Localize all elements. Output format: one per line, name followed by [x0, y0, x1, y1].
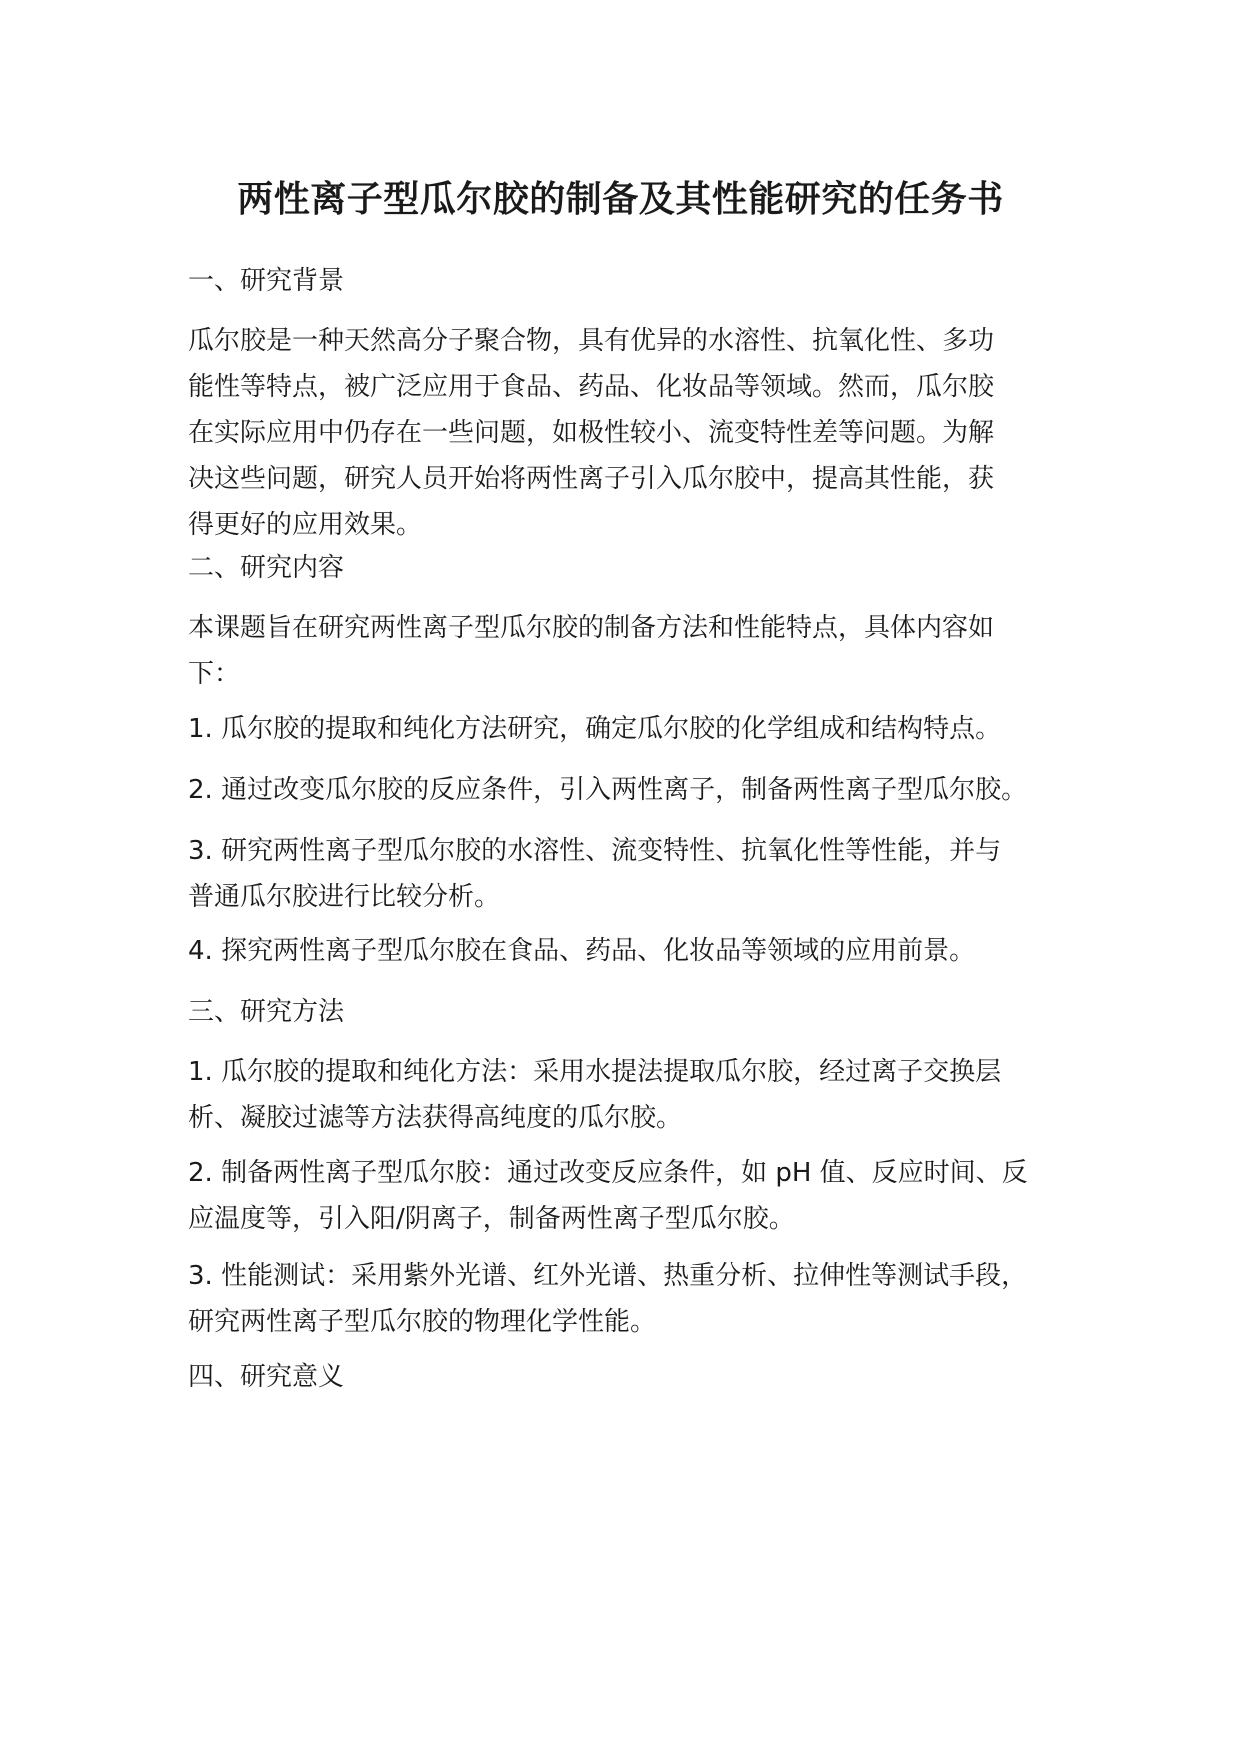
paragraph-line: 得更好的应用效果。 — [188, 510, 423, 540]
list-item-line: 1. 瓜尔胶的提取和纯化方法研究，确定瓜尔胶的化学组成和结构特点。 — [188, 714, 1002, 744]
list-item-line: 应温度等，引入阳/阴离子，制备两性离子型瓜尔胶。 — [188, 1204, 795, 1234]
list-item — [188, 828, 1088, 920]
list-item-line: 1. 瓜尔胶的提取和纯化方法：采用水提法提取瓜尔胶，经过离子交换层 — [188, 1057, 1002, 1087]
paragraph-line: 瓜尔胶是一种天然高分子聚合物，具有优异的水溶性、抗氧化性、多功 — [188, 326, 995, 356]
section-heading: 二、研究内容 — [188, 553, 345, 583]
list-item-line: 2. 通过改变瓜尔胶的反应条件，引入两性离子，制备两性离子型瓜尔胶。 — [188, 775, 1028, 805]
section-heading-content — [188, 545, 1088, 591]
section-heading: 三、研究方法 — [188, 997, 345, 1027]
section-heading: 一、研究背景 — [188, 266, 345, 296]
paragraph-line: 能性等特点，被广泛应用于食品、药品、化妆品等领域。然而，瓜尔胶 — [188, 372, 995, 402]
list-item-line: 普通瓜尔胶进行比较分析。 — [188, 882, 501, 912]
list-item — [188, 767, 1088, 813]
list-item — [188, 1253, 1088, 1345]
list-item — [188, 928, 1088, 974]
list-item-line: 研究两性离子型瓜尔胶的物理化学性能。 — [188, 1307, 657, 1337]
background-paragraph — [188, 318, 1088, 548]
list-item — [188, 1049, 1088, 1141]
section-heading-methods — [188, 989, 1088, 1035]
list-item-line: 3. 研究两性离子型瓜尔胶的水溶性、流变特性、抗氧化性等性能，并与 — [188, 836, 1002, 866]
section-heading-significance — [188, 1354, 1088, 1400]
list-item — [188, 706, 1088, 752]
paragraph-line: 本课题旨在研究两性离子型瓜尔胶的制备方法和性能特点，具体内容如 — [188, 613, 995, 643]
list-item-line: 3. 性能测试：采用紫外光谱、红外光谱、热重分析、拉伸性等测试手段， — [188, 1261, 1028, 1291]
document-title: 两性离子型瓜尔胶的制备及其性能研究的任务书 — [237, 179, 1004, 220]
section-heading: 四、研究意义 — [188, 1362, 345, 1392]
paragraph-line: 决这些问题，研究人员开始将两性离子引入瓜尔胶中，提高其性能，获 — [188, 464, 995, 494]
list-item-line: 2. 制备两性离子型瓜尔胶：通过改变反应条件，如 pH 值、反应时间、反 — [188, 1158, 1028, 1188]
list-item — [188, 1150, 1088, 1242]
paragraph-line: 在实际应用中仍存在一些问题，如极性较小、流变特性差等问题。为解 — [188, 418, 995, 448]
content-intro — [188, 605, 1088, 697]
section-heading-background — [188, 258, 1088, 304]
list-item-line: 4. 探究两性离子型瓜尔胶在食品、药品、化妆品等领域的应用前景。 — [188, 936, 976, 966]
paragraph-line: 下： — [188, 659, 241, 689]
list-item-line: 析、凝胶过滤等方法获得高纯度的瓜尔胶。 — [188, 1103, 683, 1133]
